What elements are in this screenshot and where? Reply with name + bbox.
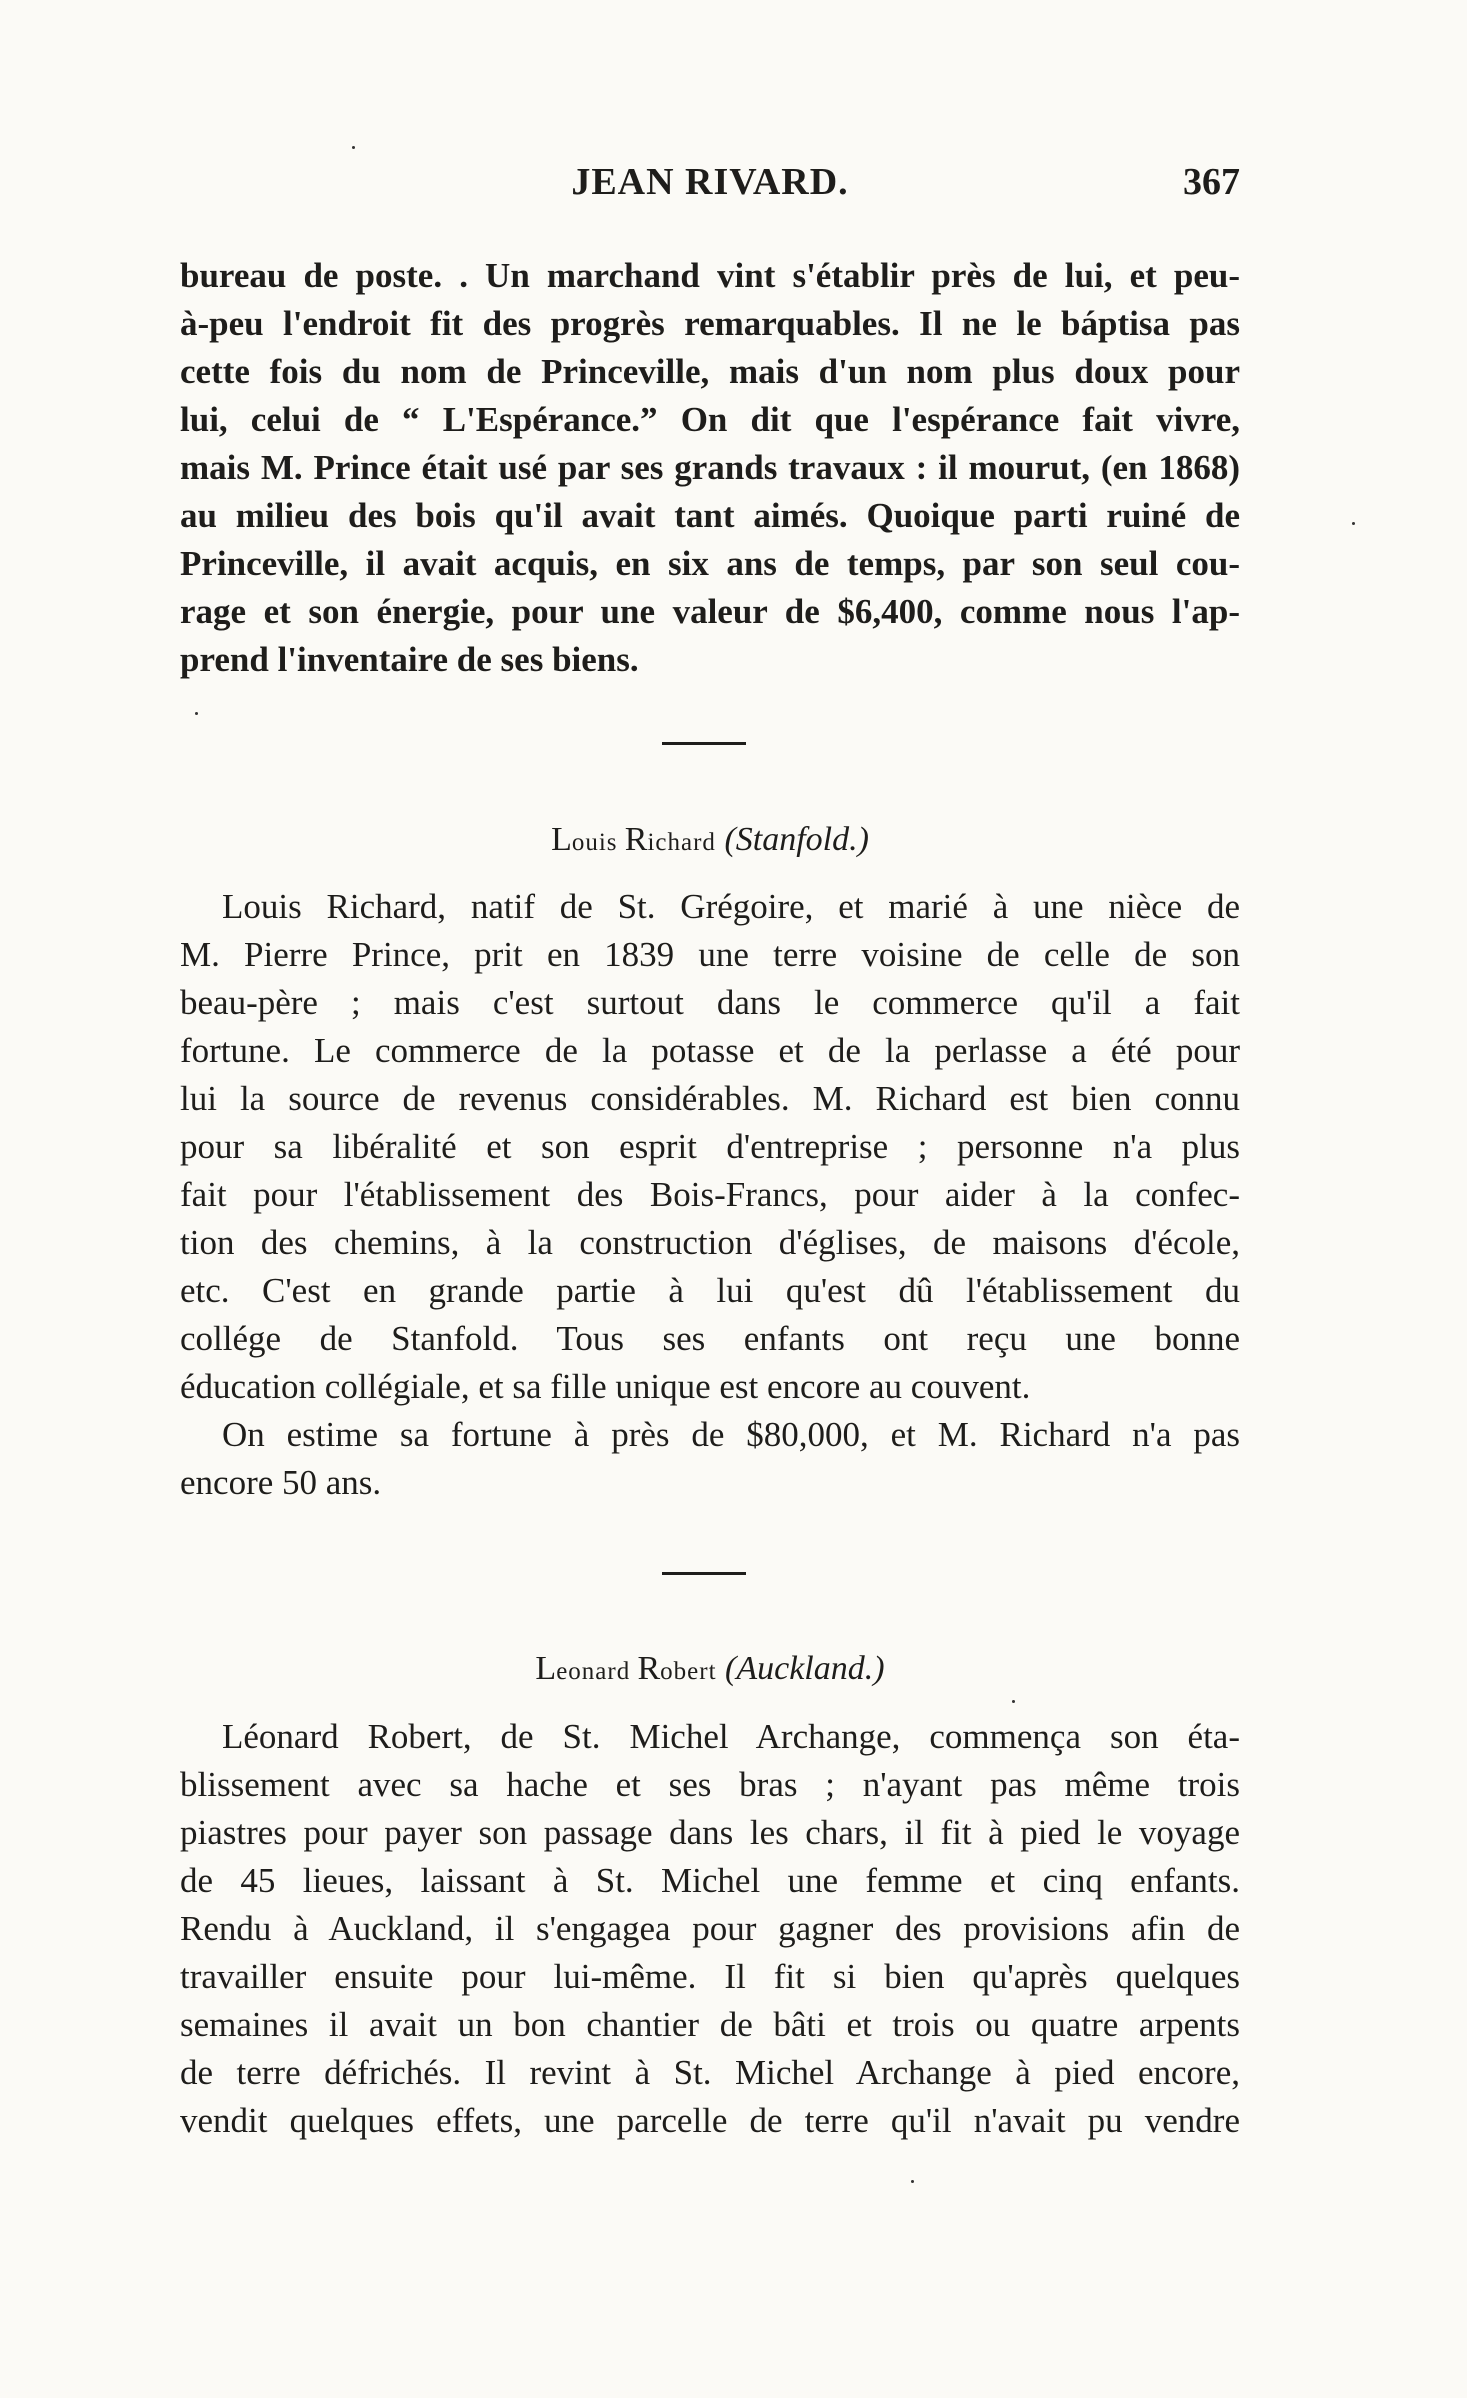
text-line: vendit quelques effets, une parcelle de terre qu'il n'avait pu vendre <box>180 2101 1240 2140</box>
text-line: encore 50 ans. <box>180 1463 382 1502</box>
running-head <box>180 160 1240 220</box>
text-line: lui, celui de “ L'Espérance.” On dit que l'espérance fait vivre, <box>180 400 1240 439</box>
text-line: etc. C'est en grande partie à lui qu'est dû l'établissement du <box>180 1271 1240 1310</box>
text-line: Princeville, il avait acquis, en six ans de temps, par son seul cou- <box>180 544 1240 583</box>
section3-paragraph <box>180 1713 1240 2145</box>
text-line: fortune. Le commerce de la potasse et de la perlasse a été pour <box>180 1031 1240 1070</box>
text-line: lui la source de revenus considérables. M. Richard est bien connu <box>180 1079 1240 1118</box>
section-divider <box>662 742 746 745</box>
running-title: JEAN RIVARD. <box>571 161 849 203</box>
section-heading-louis-richard: Louis Richard (Stanfold.) <box>551 821 869 858</box>
text-line: piastres pour payer son passage dans les chars, il fit à pied le voyage <box>180 1813 1240 1852</box>
text-line: éducation collégiale, et sa fille unique est encore au couvent. <box>180 1367 1031 1406</box>
text-line: de 45 lieues, laissant à St. Michel une femme et cinq enfants. <box>180 1861 1240 1900</box>
text-line: bureau de poste. . Un marchand vint s'établir près de lui, et peu- <box>180 256 1240 295</box>
text-line: fait pour l'établissement des Bois-Francs, pour aider à la confec- <box>180 1175 1240 1214</box>
text-line: Rendu à Auckland, il s'engagea pour gagner des provisions afin de <box>180 1909 1240 1948</box>
text-line: prend l'inventaire de ses biens. <box>180 640 639 679</box>
text-line: collége de Stanfold. Tous ses enfants ont reçu une bonne <box>180 1319 1240 1358</box>
place-name: (Stanfold.) <box>724 821 869 858</box>
page-number: 367 <box>1183 161 1240 203</box>
text-line: à-peu l'endroit fit des progrès remarquables. Il ne le báptisa pas <box>180 304 1240 343</box>
text-line: Léonard Robert, de St. Michel Archange, commença son éta- <box>222 1717 1240 1756</box>
text-line: tion des chemins, à la construction d'églises, de maisons d'école, <box>180 1223 1240 1262</box>
text-line: Louis Richard, natif de St. Grégoire, et marié à une nièce de <box>222 887 1240 926</box>
text-line: rage et son énergie, pour une valeur de $6,400, comme nous l'ap- <box>180 592 1240 631</box>
scan-speck <box>195 712 198 715</box>
text-line: On estime sa fortune à près de $80,000, et M. Richard n'a pas <box>222 1415 1240 1454</box>
scan-speck <box>352 146 355 149</box>
text-line: pour sa libéralité et son esprit d'entreprise ; personne n'a plus <box>180 1127 1240 1166</box>
place-name: (Auckland.) <box>725 1650 885 1687</box>
section1-paragraph <box>180 252 1240 684</box>
text-line: blissement avec sa hache et ses bras ; n'ayant pas même trois <box>180 1765 1240 1804</box>
scan-speck <box>1352 522 1355 525</box>
section-heading-leonard-robert: Leonard Robert (Auckland.) <box>535 1650 885 1687</box>
text-line: semaines il avait un bon chantier de bâti et trois ou quatre arpents <box>180 2005 1240 2044</box>
text-line: au milieu des bois qu'il avait tant aimés. Quoique parti ruiné de <box>180 496 1240 535</box>
section2-paragraph1 <box>180 883 1240 1507</box>
scan-speck <box>1012 1700 1015 1703</box>
text-line: de terre défrichés. Il revint à St. Michel Archange à pied encore, <box>180 2053 1240 2092</box>
text-line: cette fois du nom de Princeville, mais d'un nom plus doux pour <box>180 352 1240 391</box>
text-line: mais M. Prince était usé par ses grands travaux : il mourut, (en 1868) <box>180 448 1240 487</box>
text-line: M. Pierre Prince, prit en 1839 une terre voisine de celle de son <box>180 935 1240 974</box>
section-divider <box>662 1572 746 1575</box>
text-line: travailler ensuite pour lui-même. Il fit si bien qu'après quelques <box>180 1957 1240 1996</box>
text-line: beau-père ; mais c'est surtout dans le commerce qu'il a fait <box>180 983 1240 1022</box>
scan-speck <box>911 2180 914 2183</box>
